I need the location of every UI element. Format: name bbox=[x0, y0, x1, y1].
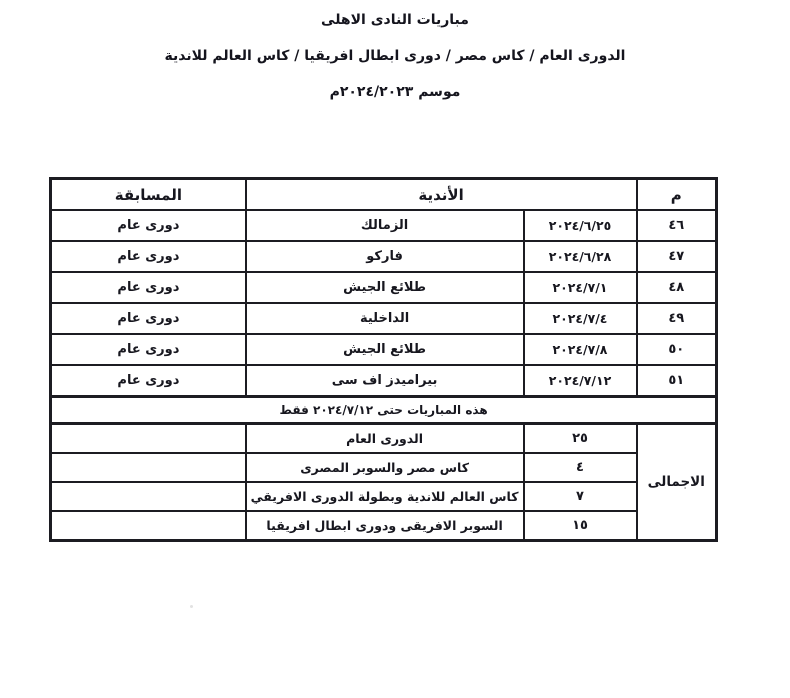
table-header-row bbox=[51, 179, 717, 211]
club-name-cell: الزمالك bbox=[246, 210, 524, 241]
note-row bbox=[51, 397, 717, 424]
match-date-cell: ٢٠٢٤/٧/٨ bbox=[524, 334, 637, 365]
summary-count-cell: ٢٥ bbox=[524, 424, 637, 454]
note-text: هذه المباريات حتى ٢٠٢٤/٧/١٢ فقط bbox=[51, 397, 717, 424]
match-date-cell: ٢٠٢٤/٦/٢٥ bbox=[524, 210, 637, 241]
competition-cell: دورى عام bbox=[51, 241, 246, 272]
match-row bbox=[51, 365, 717, 397]
scan-speck bbox=[190, 605, 193, 608]
match-date-cell: ٢٠٢٤/٧/١ bbox=[524, 272, 637, 303]
competition-cell: دورى عام bbox=[51, 334, 246, 365]
summary-competition-cell: كاس مصر والسوبر المصرى bbox=[246, 453, 524, 482]
match-number-cell: ٤٧ bbox=[637, 241, 717, 272]
summary-empty-cell bbox=[51, 424, 246, 454]
match-row bbox=[51, 334, 717, 365]
match-date-cell: ٢٠٢٤/٦/٢٨ bbox=[524, 241, 637, 272]
summary-empty-cell bbox=[51, 511, 246, 541]
match-row bbox=[51, 272, 717, 303]
summary-row bbox=[51, 511, 717, 541]
summary-empty-cell bbox=[51, 453, 246, 482]
summary-row bbox=[51, 424, 717, 454]
match-row bbox=[51, 303, 717, 334]
summary-empty-cell bbox=[51, 482, 246, 511]
summary-count-cell: ١٥ bbox=[524, 511, 637, 541]
document-season: موسم ٢٠٢٤/٢٠٢٣م bbox=[329, 84, 461, 100]
competition-cell: دورى عام bbox=[51, 365, 246, 397]
match-row bbox=[51, 241, 717, 272]
match-number-cell: ٥٠ bbox=[637, 334, 717, 365]
match-row bbox=[51, 210, 717, 241]
club-name-cell: فاركو bbox=[246, 241, 524, 272]
summary-competition-cell: السوبر الافريقى ودورى ابطال افريقيا bbox=[246, 511, 524, 541]
competition-cell: دورى عام bbox=[51, 303, 246, 334]
summary-competition-cell: الدورى العام bbox=[246, 424, 524, 454]
col-header-competition: المسابقة bbox=[51, 179, 246, 211]
col-header-number: م bbox=[637, 179, 717, 211]
match-number-cell: ٤٩ bbox=[637, 303, 717, 334]
match-date-cell: ٢٠٢٤/٧/١٢ bbox=[524, 365, 637, 397]
total-label-cell: الاجمالى bbox=[637, 424, 717, 541]
club-name-cell: طلائع الجيش bbox=[246, 334, 524, 365]
document-title: مباريات النادى الاهلى bbox=[321, 12, 469, 28]
summary-count-cell: ٧ bbox=[524, 482, 637, 511]
competition-cell: دورى عام bbox=[51, 210, 246, 241]
match-number-cell: ٥١ bbox=[637, 365, 717, 397]
summary-competition-cell: كاس العالم للاندية وبطولة الدورى الافريقي bbox=[246, 482, 524, 511]
club-name-cell: طلائع الجيش bbox=[246, 272, 524, 303]
summary-count-cell: ٤ bbox=[524, 453, 637, 482]
match-number-cell: ٤٦ bbox=[637, 210, 717, 241]
summary-row bbox=[51, 453, 717, 482]
match-date-cell: ٢٠٢٤/٧/٤ bbox=[524, 303, 637, 334]
document-subtitle: الدورى العام / كاس مصر / دورى ابطال افريقيا / كاس العالم للاندية bbox=[164, 48, 626, 64]
competition-cell: دورى عام bbox=[51, 272, 246, 303]
matches-table bbox=[49, 177, 718, 542]
col-header-clubs: الأندية bbox=[246, 179, 637, 211]
club-name-cell: الداخلية bbox=[246, 303, 524, 334]
club-name-cell: بيراميدز اف سى bbox=[246, 365, 524, 397]
summary-row bbox=[51, 482, 717, 511]
document-header bbox=[0, 13, 790, 121]
match-number-cell: ٤٨ bbox=[637, 272, 717, 303]
